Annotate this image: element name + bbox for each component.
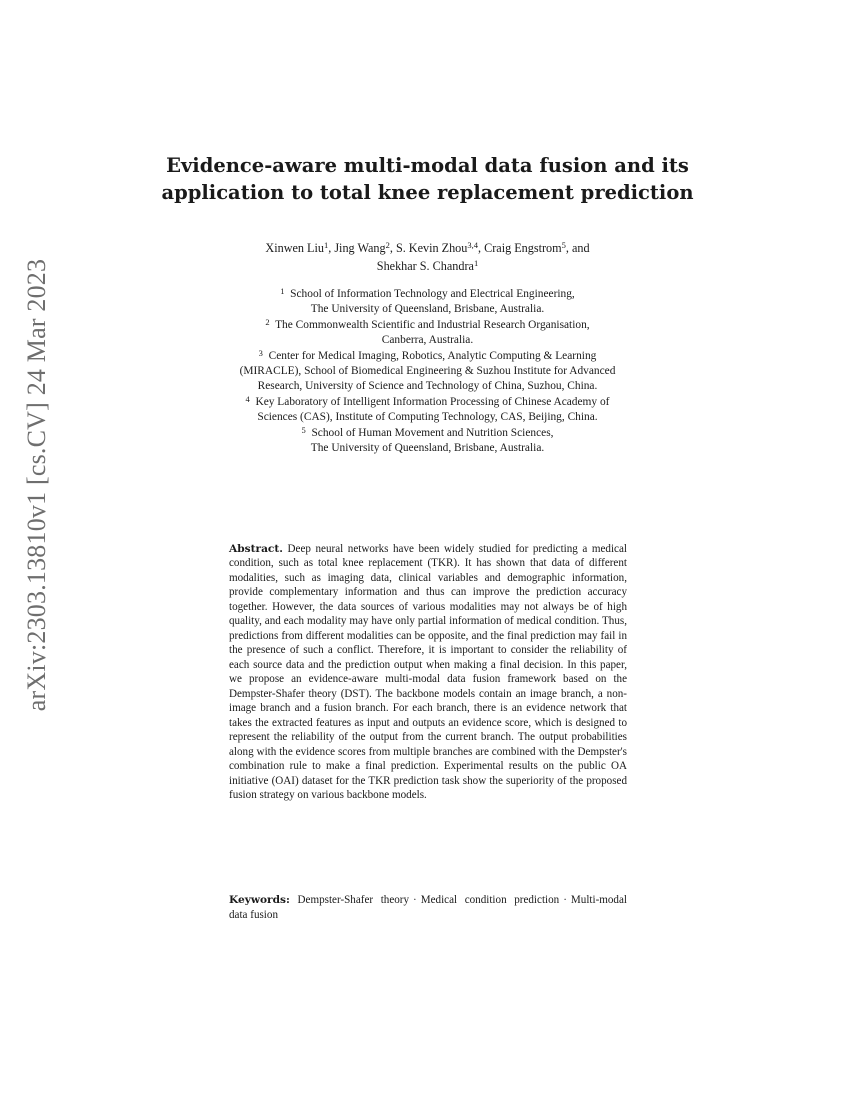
affiliation-line <box>150 426 705 441</box>
affiliation-line <box>150 379 705 394</box>
keywords <box>229 893 627 923</box>
abstract-label: Abstract. <box>229 543 283 555</box>
keywords-label: Keywords: <box>229 894 290 906</box>
affiliation-line <box>150 395 705 410</box>
affiliation-number: 3 <box>258 347 263 358</box>
arxiv-identifier-stamp: arXiv:2303.13810v1 [cs.CV] 24 Mar 2023 <box>22 258 51 712</box>
affiliation-text: School of Human Movement and Nutrition Sciences, <box>311 426 554 439</box>
keyword-separator: · <box>563 894 567 906</box>
title-line-1: Evidence-aware multi-modal data fusion and its <box>166 154 689 177</box>
affiliations-block <box>150 287 705 456</box>
affiliation-line <box>150 410 705 425</box>
author-affiliation-mark: 2 <box>385 240 390 250</box>
affiliation-text: (MIRACLE), School of Biomedical Engineering & Suzhou Institute for Advanced <box>239 365 616 378</box>
author-separator: , <box>328 241 335 255</box>
affiliation-number: 5 <box>301 424 306 435</box>
affiliation-line <box>150 287 705 302</box>
affiliation-text: The University of Queensland, Brisbane, Australia. <box>310 303 545 316</box>
affiliation-text: The University of Queensland, Brisbane, Australia. <box>310 442 545 455</box>
author-name: Jing Wang <box>334 241 386 255</box>
author-name: Xinwen Liu <box>265 241 324 255</box>
affiliation-line <box>150 364 705 379</box>
affiliation-text: Sciences (CAS), Institute of Computing Technology, CAS, Beijing, China. <box>257 411 598 424</box>
author-affiliation-mark: 3,4 <box>467 240 478 250</box>
author-affiliation-mark: 1 <box>473 258 479 268</box>
affiliation-number: 4 <box>245 393 250 404</box>
affiliation-line <box>150 349 705 364</box>
author-line-1 <box>150 239 705 257</box>
affiliation-line <box>150 318 705 333</box>
author-separator: , and <box>565 241 590 255</box>
affiliation-line <box>150 333 705 348</box>
author-affiliation-mark: 5 <box>561 240 566 250</box>
keyword-item: Multi-modal data fusion <box>229 894 627 921</box>
author-separator: , <box>389 241 396 255</box>
keyword-item: Medical condition prediction <box>420 894 560 906</box>
affiliation-text: Key Laboratory of Intelligent Information Processing of Chinese Academy of <box>255 395 610 408</box>
author-list <box>150 239 705 275</box>
affiliation-text: Research, University of Science and Technology of China, Suzhou, China. <box>257 380 598 393</box>
author-name: S. Kevin Zhou <box>395 241 468 255</box>
affiliation-line <box>150 441 705 456</box>
author-name: Craig Engstrom <box>484 241 562 255</box>
keyword-item: Dempster-Shafer theory <box>297 894 410 906</box>
author-line-2 <box>150 257 705 275</box>
affiliation-text: Canberra, Australia. <box>381 334 474 347</box>
affiliation-number: 2 <box>265 316 270 327</box>
affiliation-text: School of Information Technology and Electrical Engineering, <box>290 288 575 300</box>
affiliation-text: The Commonwealth Scientific and Industrial Research Organisation, <box>275 318 590 331</box>
title-line-2: application to total knee replacement prediction <box>161 181 694 204</box>
paper-title <box>150 152 705 206</box>
keyword-separator: · <box>413 894 417 906</box>
affiliation-number: 1 <box>280 286 285 296</box>
affiliation-line <box>150 302 705 317</box>
author-name: Shekhar S. Chandra <box>376 259 474 273</box>
author-separator: , <box>478 241 485 255</box>
author-affiliation-mark: 1 <box>323 240 329 250</box>
abstract <box>229 542 627 803</box>
abstract-text: Deep neural networks have been widely studied for predicting a medical condition, such as total knee replacement (TKR). It has shown that data of different modalities, such as imaging data, clinical variables and demographic information, provide complementary information and thus can improve the prediction accuracy together. However, the data sources of various modalities may not always be of high quality, and each modality may have only partial information of medical condition. Thus, predictions from different modalities can be opposite, and the final prediction may fail in the presence of such a conflict. Therefore, it is important to consider the reliability of each source data and the prediction output when making a final decision. In this paper, we propose an evidence-aware multi-modal data fusion framework based on the Dempster-Shafer theory (DST). The backbone models contain an image branch, a non-image branch and a fusion branch. For each branch, there is an evidence network that takes the extracted features as input and outputs an evidence score, which is designed to represent the reliability of the output from the current branch. The output probabilities along with the evidence scores from multiple branches are combined with the Dempster's combination rule to make a final prediction. Experimental results on the public OA initiative (OAI) dataset for the TKR prediction task show the superiority of the proposed fusion strategy on various backbone models. <box>229 543 627 802</box>
affiliation-text: Center for Medical Imaging, Robotics, Analytic Computing & Learning <box>268 349 597 362</box>
